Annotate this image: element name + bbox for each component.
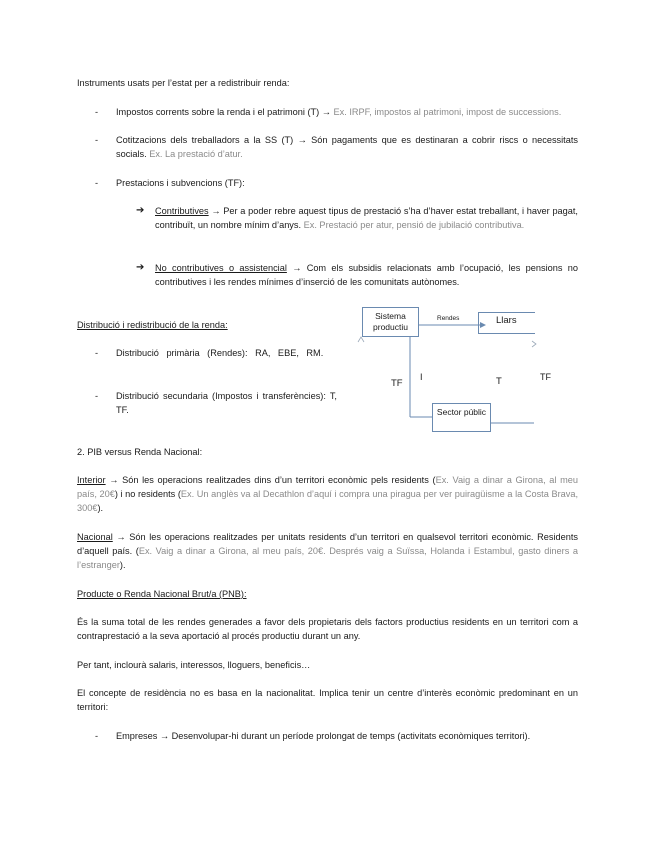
distribucio-primaria: Distribució primària (Rendes): RA, EBE, RM. (116, 348, 324, 358)
box-sector-public (432, 403, 491, 432)
bullet-dash: - (95, 348, 99, 358)
heading-pib: 2. PIB versus Renda Nacional: (77, 447, 203, 457)
bullet-dash: - (95, 391, 99, 401)
sub-bullet-contributives (155, 204, 578, 232)
box-sistema-label: Sistema productiu (373, 311, 408, 332)
bullet-cotitzacions (116, 133, 578, 161)
bullet-dash: - (95, 178, 99, 188)
interior-example-2: Ex. Un anglès va al Decathlon d’aquí i compra una piragua per ver puiragüisme a la Costa Brava, 300€ (77, 489, 578, 513)
sub-bullet-no-contributives (155, 261, 578, 289)
box-llars (478, 312, 535, 334)
heading-instruments: Instruments usats per l’estat per a redistribuir renda: (77, 78, 290, 88)
para-per-tant: Per tant, inclourà salaris, interessos, lloguers, beneficis… (77, 660, 311, 670)
term-interior: Interior (77, 475, 106, 485)
small-caret-left (358, 337, 364, 342)
distribucio-secundaria: Distribució secundaria (Impostos i transferències): T, TF. (116, 391, 337, 415)
bullet-dash: - (95, 107, 99, 117)
bullet-cotitzacions-example: Ex. La prestació d’atur. (149, 149, 243, 159)
bullet-empreses: Empreses → Desenvolupar-hi durant un període prolongat de temps (activitats econòmiques territori). (116, 731, 531, 741)
sub-bullet-contributives-example: Ex. Prestació per atur, pensió de jubilació contributiva. (303, 220, 525, 230)
para-interior (77, 473, 578, 515)
interior-end: ). (97, 503, 104, 513)
interior-mid: ) i no residents ( (114, 489, 181, 499)
heading-distribucio: Distribució i redistribució de la renda: (77, 320, 228, 330)
sub-arrow-icon: ➔ (136, 262, 145, 273)
term-no-contributives: No contributives o assistencial (155, 263, 287, 273)
label-t: T (496, 376, 502, 387)
sub-arrow-icon: ➔ (136, 205, 145, 216)
bullet-impostos (116, 105, 578, 119)
box-sector-label: Sector públic (436, 407, 487, 417)
bullet-dash: - (95, 731, 99, 741)
interior-example-1: Ex. Vaig a dinar a Girona, al meu país, 20€ (77, 475, 578, 499)
para-concepte: El concepte de residència no es basa en la nacionalitat. Implica tenir un centre d’interès econòmic predominant en un territori: (77, 688, 578, 712)
interior-text: → Són les operacions realitzades dins d’un territori econòmic pels residents ( (105, 475, 436, 485)
heading-pnb: Producte o Renda Nacional Brut/a (PNB): (77, 589, 247, 599)
para-pnb: És la suma total de les rendes generades a favor dels propietaris dels factors productius residents en un territori com a contraprestació a la seva aportació al procés productiu durant un any. (77, 617, 578, 641)
bullet-impostos-text: Impostos corrents sobre la renda i el patrimoni (T) → (116, 107, 334, 117)
bullet-impostos-example: Ex. IRPF, impostos al patrimoni, impost de successions. (333, 107, 562, 117)
box-llars-label: Llars (496, 315, 517, 326)
small-caret-right (532, 341, 536, 347)
label-tf-left: TF (391, 378, 403, 389)
box-sistema-productiu (362, 307, 419, 337)
nacional-text: → Són les operacions realitzades per unitats residents d’un territori en qualsevol territori econòmic. Residents d’aquell país. ( (77, 532, 578, 556)
bullet-prestacions: Prestacions i subvencions (TF): (116, 178, 245, 188)
term-contributives: Contributives (155, 206, 209, 216)
nacional-example: Ex. Vaig a dinar a Girona, al meu país, 20€. Després vaig a Suïssa, Holanda i Estambul, gasto diners a l’estranger (77, 546, 578, 570)
bullet-cotitzacions-text: Cotitzacions dels treballadors a la SS (T) → Són pagaments que es destinaran a cobrir riscs o necessitats socials. (116, 135, 578, 159)
sub-bullet-contributives-text: → Per a poder rebre aquest tipus de prestació s’ha d’haver estat treballant, i haver pagat, contribuït, un nombre mínim d’anys. (155, 206, 578, 230)
term-nacional: Nacional (77, 532, 113, 542)
label-tf-right: TF (540, 372, 551, 382)
sub-bullet-no-contributives-text: → Com els subsidis relacionats amb l’ocupació, les pensions no contributives i les rendes mínimes d’inserció de les comunitats autònomes. (155, 263, 578, 287)
para-nacional (77, 530, 578, 572)
bullet-dash: - (95, 135, 99, 145)
label-i: I (420, 372, 423, 382)
nacional-end: ). (119, 560, 126, 570)
rendes-label: Rendes (437, 315, 460, 322)
